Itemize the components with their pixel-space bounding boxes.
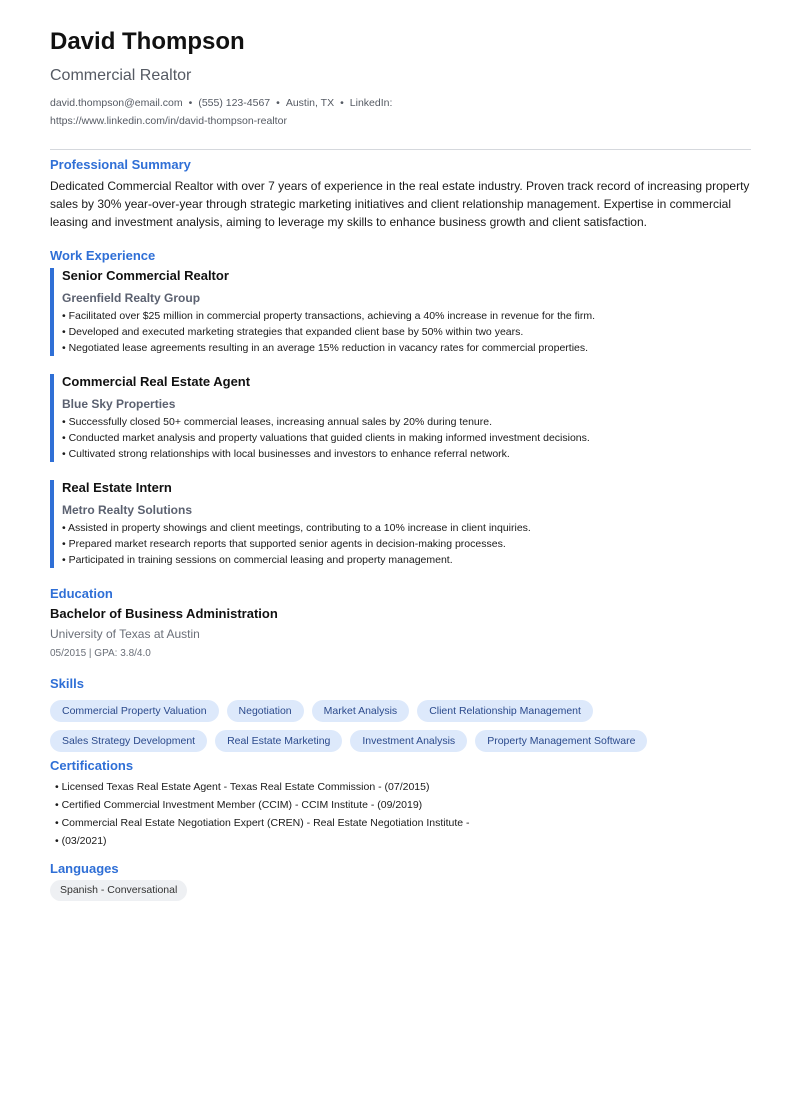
candidate-title: Commercial Realtor (50, 67, 192, 84)
section-title-certifications: Certifications (50, 758, 134, 773)
header-divider (50, 149, 751, 150)
skill-chip: Negotiation (227, 700, 304, 722)
job-title: Commercial Real Estate Agent (62, 374, 251, 389)
job-title: Real Estate Intern (62, 480, 172, 495)
certification-item: • Certified Commercial Investment Member (CCIM) - CCIM Institute - (09/2019) (55, 799, 423, 811)
skill-chip: Client Relationship Management (417, 700, 593, 722)
section-title-languages: Languages (50, 861, 119, 876)
skill-chip: Investment Analysis (350, 730, 467, 752)
skills-section (50, 676, 751, 760)
skill-chip: Real Estate Marketing (215, 730, 342, 752)
contact-separator: • (340, 97, 344, 109)
job-accent-bar (50, 374, 54, 462)
contact-phone: (555) 123-4567 (198, 97, 271, 109)
education-dates-gpa: 05/2015 | GPA: 3.8/4.0 (50, 648, 151, 659)
skill-chip: Commercial Property Valuation (50, 700, 219, 722)
job-bullet: • Conducted market analysis and property valuations that guided clients in making informed investment decisions. (62, 432, 590, 444)
languages-section (50, 861, 751, 901)
certification-item: • Commercial Real Estate Negotiation Expert (CREN) - Real Estate Negotiation Institute - (55, 817, 470, 829)
contact-email: david.thompson@email.com (50, 97, 183, 109)
skill-chip: Property Management Software (475, 730, 647, 752)
contact-linkedin-label: LinkedIn: (349, 97, 393, 109)
skill-chip: Market Analysis (312, 700, 410, 722)
experience-section (50, 248, 751, 568)
job-title: Senior Commercial Realtor (62, 268, 229, 283)
certification-item: • Licensed Texas Real Estate Agent - Texas Real Estate Commission - (07/2015) (55, 781, 430, 793)
job-bullet: • Prepared market research reports that supported senior agents in decision-making processes. (62, 538, 506, 550)
job-bullet: • Negotiated lease agreements resulting in an average 15% reduction in vacancy rates for commercial properties. (62, 342, 589, 354)
summary-text: Dedicated Commercial Realtor with over 7 years of experience in the real estate industry. Proven track record of increasing property sales by 30% year-over-year through strategic marketing initiatives and client relationship management. Expertise in commercial leasing and investment analysis, aiming to leverage my skills to enhance business growth and client satisfaction. (50, 179, 750, 229)
resume-header (50, 28, 751, 130)
contact-linkedin-url: https://www.linkedin.com/in/david-thompson-realtor (50, 115, 287, 127)
job-bullet: • Participated in training sessions on commercial leasing and property management. (62, 554, 453, 566)
section-title-education: Education (50, 586, 113, 601)
candidate-name: David Thompson (50, 28, 245, 55)
job-accent-bar (50, 480, 54, 568)
skills-chip-list (50, 700, 751, 760)
language-chip: Spanish - Conversational (50, 880, 187, 901)
certifications-list (50, 778, 751, 850)
job-company: Metro Realty Solutions (62, 503, 193, 517)
education-school: University of Texas at Austin (50, 627, 200, 641)
section-title-summary: Professional Summary (50, 157, 191, 172)
job-bullet: • Successfully closed 50+ commercial leases, increasing annual sales by 20% during tenure. (62, 416, 493, 428)
job-accent-bar (50, 268, 54, 356)
contact-separator: • (276, 97, 280, 109)
job-entry (50, 268, 751, 356)
job-bullets (62, 520, 751, 568)
section-title-experience: Work Experience (50, 248, 156, 263)
job-bullet: • Developed and executed marketing strategies that expanded client base by 50% within two years. (62, 326, 524, 338)
contact-location: Austin, TX (285, 97, 335, 109)
contact-separator: • (188, 97, 193, 109)
job-company: Greenfield Realty Group (62, 291, 201, 305)
certification-item: • (03/2021) (55, 835, 107, 847)
job-entry (50, 480, 751, 568)
job-bullet: • Assisted in property showings and client meetings, contributing to a 10% increase in client inquiries. (62, 522, 531, 534)
job-bullets (62, 308, 751, 356)
job-bullet: • Cultivated strong relationships with local businesses and investors to enhance referral network. (62, 448, 510, 460)
job-bullet: • Facilitated over $25 million in commercial property transactions, achieving a 40% increase in revenue for the firm. (62, 310, 596, 322)
job-bullets (62, 414, 751, 462)
certifications-section (50, 758, 751, 850)
job-company: Blue Sky Properties (62, 397, 176, 411)
skill-chip: Sales Strategy Development (50, 730, 207, 752)
section-title-skills: Skills (50, 676, 84, 691)
contact-line (50, 94, 410, 130)
resume-page (50, 28, 751, 901)
education-degree: Bachelor of Business Administration (50, 606, 278, 621)
education-section (50, 586, 751, 661)
job-entry (50, 374, 751, 462)
summary-section (50, 157, 751, 231)
